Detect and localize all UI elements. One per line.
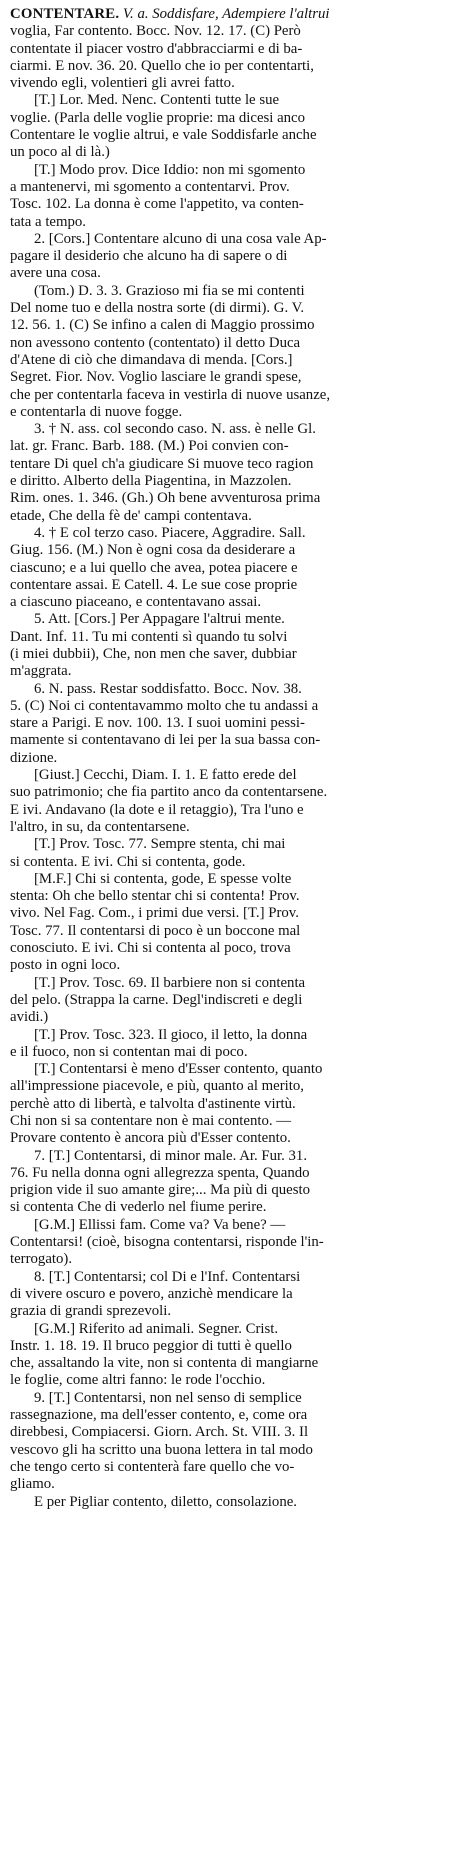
entry-line: gliamo. <box>10 1476 55 1493</box>
entry-line: [Giust.] Cecchi, Diam. I. 1. E fatto erede del <box>34 767 297 784</box>
entry-line: ciarmi. E nov. 36. 20. Quello che io per contentarti, <box>10 57 314 74</box>
entry-line: le foglie, come altri fanno: le rode l'occhio. <box>10 1372 266 1389</box>
entry-line: prigion vide il suo amante gire;... Ma più di questo <box>10 1182 310 1199</box>
entry-line: 4. † E col terzo caso. Piacere, Aggradire. Sall. <box>34 524 306 541</box>
entry-line: [G.M.] Riferito ad animali. Segner. Crist. <box>34 1320 279 1337</box>
entry-line: etade, Che della fè de' campi contentava. <box>10 507 252 524</box>
entry-line: Segret. Fior. Nov. Voglio lasciare le grandi spese, <box>10 369 302 386</box>
entry-line: m'aggrata. <box>10 663 72 680</box>
entry-line: Del nome tuo e della nostra sorte (di dirmi). G. V. <box>10 300 305 317</box>
entry-line: l'altro, in su, da contentarsene. <box>10 818 190 835</box>
entry-line: [T.] Contentarsi è meno d'Esser contento, quanto <box>34 1061 323 1078</box>
entry-line: (Tom.) D. 3. 3. Grazioso mi fia se mi contenti <box>34 282 305 299</box>
entry-line: 5. Att. [Cors.] Per Appagare l'altrui mente. <box>34 611 285 628</box>
entry-line: vescovo gli ha scritto una buona lettera in tal modo <box>10 1441 313 1458</box>
entry-line: pagare il desiderio che alcuno ha di sapere o di <box>10 248 288 265</box>
entry-line: avere una cosa. <box>10 265 101 282</box>
entry-line: Contentare le voglie altrui, e vale Soddisfarle anche <box>10 127 317 144</box>
entry-line: contentare assai. E Catell. 4. Le sue cose proprie <box>10 576 298 593</box>
entry-line: [T.] Modo prov. Dice Iddio: non mi sgomento <box>34 161 306 178</box>
entry-line: Instr. 1. 18. 19. Il bruco peggior di tutti è quello <box>10 1337 292 1354</box>
entry-line: mamente si contentavano di lei per la sua bassa con- <box>10 732 321 749</box>
entry-line: 6. N. pass. Restar soddisfatto. Bocc. Nov. 38. <box>34 680 302 697</box>
entry-line: 2. [Cors.] Contentare alcuno di una cosa vale Ap- <box>34 230 327 247</box>
entry-line: e il fuoco, non si contentan mai di poco. <box>10 1043 248 1060</box>
entry-line: Rim. ones. 1. 346. (Gh.) Oh bene avventurosa prima <box>10 490 321 507</box>
entry-line: un poco al di là.) <box>10 144 110 161</box>
entry-line: 12. 56. 1. (C) Se infino a calen di Maggio prossimo <box>10 317 315 334</box>
entry-line: E per Pigliar contento, diletto, consolazione. <box>34 1493 297 1510</box>
entry-line: 8. [T.] Contentarsi; col Di e l'Inf. Contentarsi <box>34 1268 301 1285</box>
entry-line: vivo. Nel Fag. Com., i primi due versi. [T.] Prov. <box>10 905 299 922</box>
entry-line: voglia, Far contento. Bocc. Nov. 12. 17. (C) Però <box>10 23 301 40</box>
entry-line: a mantenervi, mi sgomento a contentarvi. Prov. <box>10 178 290 195</box>
entry-line: d'Atene di ciò che dimandava di menda. [Cors.] <box>10 351 293 368</box>
entry-line: Tosc. 102. La donna è come l'appetito, va conten- <box>10 196 304 213</box>
entry-line: che, assaltando la vite, non si contenta di mangiarne <box>10 1355 319 1372</box>
entry-line: conosciuto. E ivi. Chi si contenta al poco, trova <box>10 940 291 957</box>
entry-line: terrogato). <box>10 1251 73 1268</box>
entry-line: [T.] Prov. Tosc. 69. Il barbiere non si contenta <box>34 974 306 991</box>
entry-line: voglie. (Parla delle voglie proprie: ma dicesi anco <box>10 109 306 126</box>
entry-line: si contenta Che di vederlo nel fiume perire. <box>10 1199 267 1216</box>
entry-line: [T.] Prov. Tosc. 77. Sempre stenta, chi mai <box>34 836 286 853</box>
entry-line: 3. † N. ass. col secondo caso. N. ass. è nelle Gl. <box>34 421 316 438</box>
entry-line: Contentarsi! (cioè, bisogna contentarsi, risponde l'in- <box>10 1234 324 1251</box>
entry-line: stare a Parigi. E nov. 100. 13. I suoi uomini pessi- <box>10 715 305 732</box>
entry-line: che per contentarla faceva in vestirla di nuove usanze, <box>10 386 331 403</box>
entry-line: posto in ogni loco. <box>10 957 121 974</box>
entry-line: si contenta. E ivi. Chi si contenta, gode. <box>10 853 246 870</box>
entry-line: direbbesi, Compiacersi. Giorn. Arch. St. VIII. 3. Il <box>10 1424 309 1441</box>
entry-line: [T.] Lor. Med. Nenc. Contenti tutte le sue <box>34 92 280 109</box>
entry-line: Chi non si sa contentare non è mai contento. — <box>10 1113 292 1129</box>
entry-line: di vivere oscuro e povero, anzichè mendicare la <box>10 1285 293 1302</box>
entry-line: del pelo. (Strappa la carne. Degl'indiscreti e degli <box>10 991 303 1008</box>
entry-line: 7. [T.] Contentarsi, di minor male. Ar. Fur. 31. <box>34 1147 308 1164</box>
entry-line: ciascuno; e a lui quello che avea, potea piacere e <box>10 559 298 576</box>
entry-line: e contentarla di nuove fogge. <box>10 403 183 420</box>
entry-line: Provare contento è ancora più d'Esser contento. <box>10 1130 291 1147</box>
entry-line: E ivi. Andavano (la dote e il retaggio), Tra l'uno e <box>10 801 304 818</box>
entry-line: [T.] Prov. Tosc. 323. Il gioco, il letto, la donna <box>34 1026 308 1043</box>
entry-line: [M.F.] Chi si contenta, gode, E spesse volte <box>34 870 292 887</box>
entry-line: rassegnazione, ma dell'esser contento, e, come ora <box>10 1407 308 1424</box>
entry-line: all'impressione piacevole, e più, quanto al merito, <box>10 1078 304 1095</box>
entry-line: contentate il piacer vostro d'abbracciarmi e di ba- <box>10 40 303 57</box>
entry-line: dizione. <box>10 749 58 766</box>
entry-line: 76. Fu nella donna ogni allegrezza spenta, Quando <box>10 1164 310 1181</box>
entry-line: non avessono contento (contentato) il detto Duca <box>10 334 301 351</box>
entry-line <box>10 6 468 23</box>
entry-line-text: V. a. Soddisfare, Adempiere l'altrui <box>119 6 330 22</box>
entry-line: 9. [T.] Contentarsi, non nel senso di semplice <box>34 1389 302 1406</box>
entry-line: (i miei dubbii), Che, non men che saver, dubbiar <box>10 645 297 662</box>
entry-line: tata a tempo. <box>10 213 87 230</box>
entry-line: a ciascuno piaceano, e contentavano assai. <box>10 594 262 611</box>
entry-line: grazia di grandi sprezevoli. <box>10 1303 172 1320</box>
entry-line: e diritto. Alberto della Piagentina, in Mazzolen. <box>10 473 292 490</box>
entry-line: che tengo certo si contenterà fare quello che vo- <box>10 1458 295 1475</box>
entry-line: avidi.) <box>10 1009 49 1026</box>
entry-line: [G.M.] Ellissi fam. Come va? Va bene? — <box>34 1216 286 1233</box>
entry-line: 5. (C) Noi ci contentavammo molto che tu andassi a <box>10 697 319 714</box>
entry-line: Giug. 156. (M.) Non è ogni cosa da desiderare a <box>10 542 296 559</box>
entry-line: tentare Di quel ch'a giudicare Si muove teco ragion <box>10 455 314 472</box>
entry-line: lat. gr. Franc. Barb. 188. (M.) Poi convien con- <box>10 438 289 455</box>
entry-line: Dant. Inf. 11. Tu mi contenti sì quando tu solvi <box>10 628 288 645</box>
entry-line: suo patrimonio; che fia partito anco da contentarsene. <box>10 784 328 801</box>
headword: CONTENTARE. <box>10 6 120 22</box>
entry-line: Tosc. 77. Il contentarsi di poco è un boccone mal <box>10 922 301 939</box>
entry-line: perchè atto di libertà, e talvolta d'astinente virtù. <box>10 1095 296 1112</box>
entry-line: vivendo egli, volentieri gli avrei fatto. <box>10 75 235 92</box>
entry-line: stenta: Oh che bello stentar chi si contenta! Prov. <box>10 888 300 905</box>
